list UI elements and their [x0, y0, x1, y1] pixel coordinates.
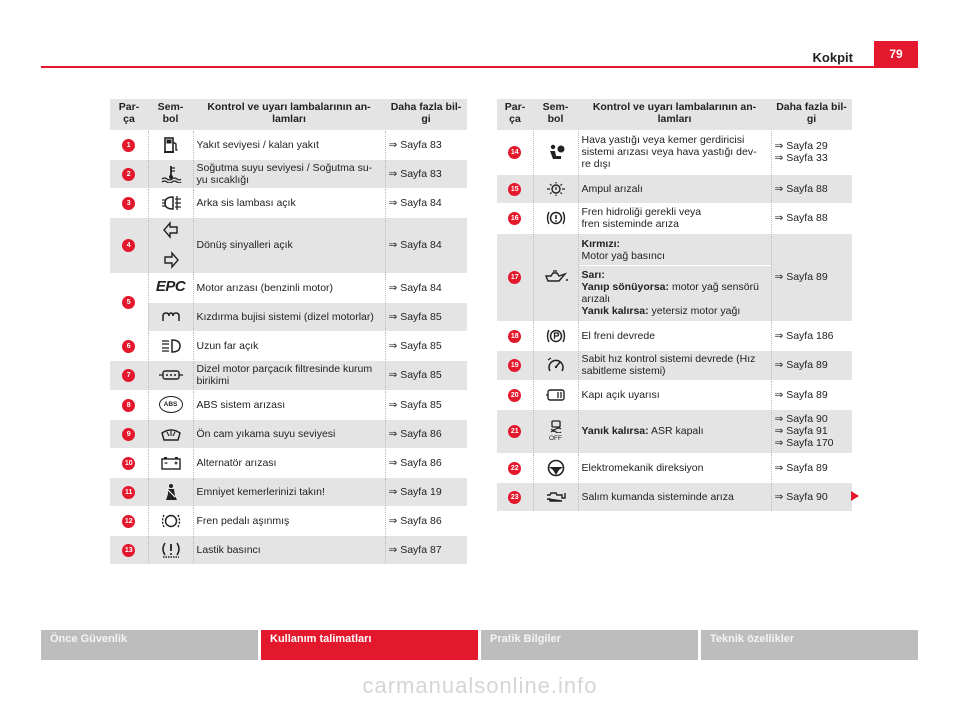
row-number-badge: 3: [122, 197, 135, 210]
fuel-pump-icon: [149, 136, 193, 154]
col-header-part: Par- ça: [110, 99, 148, 130]
table-row: [110, 159, 467, 188]
brake-pad-wear-icon: [149, 512, 193, 530]
cruise-control-icon: [534, 356, 578, 374]
row-number-badge: 22: [508, 462, 521, 475]
coolant-temperature-icon: [149, 165, 193, 183]
row-description: Fren hidroliği gerekli veya fren sisteminde arıza: [578, 203, 771, 233]
row-page-ref: ⇒ Sayfa 170: [774, 437, 834, 449]
engine-management-icon: [534, 490, 578, 504]
row-description: Yakıt seviyesi / kalan yakıt: [193, 130, 385, 159]
col-header-ref: Daha fazla bil- gi: [771, 99, 852, 130]
row-description: Kızdırma bujisi sistemi (dizel motorlar): [193, 302, 385, 331]
row-description: Kapı açık uyarısı: [578, 380, 771, 409]
row-page-ref: ⇒ Sayfa 89: [771, 233, 852, 321]
row-page-ref: ⇒ Sayfa 91: [774, 425, 828, 437]
row-description: Lastik basıncı: [193, 535, 385, 564]
right-indicator-table: [497, 99, 852, 512]
table-row: [110, 477, 467, 506]
watermark: carmanualsonline.info: [362, 673, 598, 698]
col-header-symbol: Sem- bol: [533, 99, 578, 130]
row-page-ref: ⇒ Sayfa 88: [771, 174, 852, 203]
glow-plug-icon: [149, 311, 193, 323]
washer-fluid-icon: [149, 427, 193, 441]
row-number-badge: 20: [508, 389, 521, 402]
col-header-part: Par- ça: [497, 99, 533, 130]
blink-state-text: Yanıp sönüyorsa: motor yağ sensörü arızalı: [581, 280, 759, 305]
parking-brake-icon: [534, 327, 578, 345]
table-row: [110, 331, 467, 360]
row-number-badge: 4: [122, 239, 135, 252]
col-header-desc: Kontrol ve uyarı lambalarının an- lamları: [193, 99, 385, 130]
footer-tab-technical-data[interactable]: Teknik özellikler: [701, 630, 918, 660]
lit-state-text: yetersiz motor yağı: [648, 304, 741, 317]
row-description: Motor arızası (benzinli motor): [193, 273, 385, 302]
airbag-icon: [534, 143, 578, 161]
row-page-ref: ⇒ Sayfa 90: [774, 413, 828, 425]
row-description: Yanık kalırsa: ASR kapalı: [578, 409, 771, 453]
footer-tab-practical-info[interactable]: Pratik Bilgiler: [481, 630, 698, 660]
abs-icon: ABS: [159, 396, 183, 413]
row-description: Ön cam yıkama suyu seviyesi: [193, 419, 385, 448]
yellow-state-label: Sarı:: [581, 268, 605, 281]
table-row: [110, 302, 467, 331]
table-row: [497, 482, 852, 511]
row-page-ref: ⇒ Sayfa 83: [385, 130, 467, 159]
brake-system-icon: [534, 209, 578, 227]
high-beam-icon: [149, 339, 193, 353]
row-number-badge: 5: [122, 296, 135, 309]
row-page-ref: ⇒ Sayfa 85: [385, 331, 467, 360]
row-description: ABS sistem arızası: [193, 390, 385, 419]
row-page-ref: ⇒ Sayfa 84: [385, 188, 467, 217]
col-header-symbol: Sem- bol: [148, 99, 193, 130]
footer-nav: [41, 630, 918, 660]
table-row: [110, 188, 467, 217]
table-row: [110, 419, 467, 448]
row-description: Dizel motor parçacık filtresinde kurum birikimi: [193, 360, 385, 390]
header-rule: [41, 66, 918, 68]
table-row: [497, 174, 852, 203]
row-page-ref: ⇒ Sayfa 86: [385, 419, 467, 448]
row-page-ref: ⇒ Sayfa 86: [385, 448, 467, 477]
row-description: Emniyet kemerlerinizi takın!: [193, 477, 385, 506]
row-page-ref: ⇒ Sayfa 29: [774, 140, 828, 152]
row-number-badge: 6: [122, 340, 135, 353]
row-description: Fren pedalı aşınmış: [193, 506, 385, 535]
table-row: [497, 233, 852, 321]
row-number-badge: 8: [122, 399, 135, 412]
row-page-ref: ⇒ Sayfa 33: [774, 152, 828, 164]
red-state-text: Motor yağ basıncı: [581, 249, 665, 262]
rear-fog-light-icon: [149, 195, 193, 211]
row-number-badge: 19: [508, 359, 521, 372]
row-description: Arka sis lambası açık: [193, 188, 385, 217]
table-row: [497, 350, 852, 380]
row-description: Sabit hız kontrol sistemi devrede (Hız sabitleme sistemi): [578, 350, 771, 380]
row-page-ref: ⇒ Sayfa 85: [385, 302, 467, 331]
lit-state-label: Yanık kalırsa:: [581, 304, 649, 317]
row-number-badge: 7: [122, 369, 135, 382]
turn-signal-icon: [149, 221, 193, 269]
row-page-ref: ⇒ Sayfa 90: [771, 482, 852, 511]
table-row: [110, 130, 467, 159]
row-number-badge: 11: [122, 486, 135, 499]
row-number-badge: 10: [122, 457, 135, 470]
row-page-ref: ⇒ Sayfa 89: [771, 380, 852, 409]
col-header-desc: Kontrol ve uyarı lambalarının an- lamları: [578, 99, 771, 130]
table-header-row: [497, 99, 852, 130]
table-row: [497, 130, 852, 174]
row-description: Soğutma suyu seviyesi / Soğutma su- yu sıcaklığı: [193, 159, 385, 188]
row-page-ref: ⇒ Sayfa 85: [385, 360, 467, 390]
battery-icon: [149, 456, 193, 470]
table-row: [497, 409, 852, 453]
row-number-badge: 14: [508, 146, 521, 159]
row-description: El freni devrede: [578, 321, 771, 350]
row-page-ref: ⇒ Sayfa 87: [385, 535, 467, 564]
section-title: Kokpit: [812, 50, 853, 65]
row-description: Salım kumanda sisteminde arıza: [578, 482, 771, 511]
row-page-ref: ⇒ Sayfa 84: [385, 273, 467, 302]
row-number-badge: 12: [122, 515, 135, 528]
row-page-ref: ⇒ Sayfa 86: [385, 506, 467, 535]
red-state-label: Kırmızı:: [581, 237, 621, 250]
table-row: [497, 453, 852, 482]
row-description: Hava yastığı veya kemer gerdiricisi sistemi arızası veya hava yastığı dev- re dışı: [578, 130, 771, 174]
row-page-ref: ⇒ Sayfa 84: [385, 217, 467, 273]
row-page-ref: ⇒ Sayfa 85: [385, 390, 467, 419]
footer-tab-operating-instructions[interactable]: Kullanım talimatları: [261, 630, 478, 660]
table-row: [497, 203, 852, 233]
steering-wheel-icon: [534, 459, 578, 477]
row-number-badge: 1: [122, 139, 135, 152]
row-page-ref: ⇒ Sayfa 89: [771, 453, 852, 482]
row-number-badge: 15: [508, 183, 521, 196]
row-page-ref: ⇒ Sayfa 186: [771, 321, 852, 350]
row-page-ref: ⇒ Sayfa 88: [771, 203, 852, 233]
oil-pressure-icon: [534, 270, 578, 284]
row-description: Ampul arızalı: [578, 174, 771, 203]
row-number-badge: 2: [122, 168, 135, 181]
table-row: [497, 380, 852, 409]
col-header-ref: Daha fazla bil- gi: [385, 99, 467, 130]
tire-pressure-icon: [149, 541, 193, 559]
diesel-particulate-filter-icon: [149, 369, 193, 381]
door-open-icon: [534, 388, 578, 402]
row-page-ref: ⇒ Sayfa 83: [385, 159, 467, 188]
footer-tab-safety[interactable]: Önce Güvenlik: [41, 630, 258, 660]
page-number: 79: [874, 41, 918, 68]
row-page-ref: ⇒ Sayfa 19: [385, 477, 467, 506]
row-description: Alternatör arızası: [193, 448, 385, 477]
table-row: [497, 321, 852, 350]
row-number-badge: 17: [508, 271, 521, 284]
row-number-badge: 9: [122, 428, 135, 441]
table-row: [110, 535, 467, 564]
table-row: [110, 273, 467, 302]
table-row: [110, 448, 467, 477]
table-row: [110, 217, 467, 273]
seatbelt-icon: [149, 483, 193, 501]
row-number-badge: 18: [508, 330, 521, 343]
left-indicator-table: [110, 99, 467, 565]
table-row: [110, 390, 467, 419]
row-number-badge: 16: [508, 212, 521, 225]
continue-arrow-icon: [851, 491, 859, 501]
row-page-ref: ⇒ Sayfa 89: [771, 350, 852, 380]
bulb-failure-icon: [534, 181, 578, 197]
traction-control-off-icon: OFF: [534, 419, 578, 443]
row-description: Elektromekanik direksiyon: [578, 453, 771, 482]
table-row: [110, 506, 467, 535]
row-description: Dönüş sinyalleri açık: [193, 217, 385, 273]
row-number-badge: 13: [122, 544, 135, 557]
row-description: Uzun far açık: [193, 331, 385, 360]
epc-icon: EPC: [155, 278, 186, 295]
table-row: [110, 360, 467, 390]
table-header-row: [110, 99, 467, 130]
row-number-badge: 21: [508, 425, 521, 438]
row-number-badge: 23: [508, 491, 521, 504]
